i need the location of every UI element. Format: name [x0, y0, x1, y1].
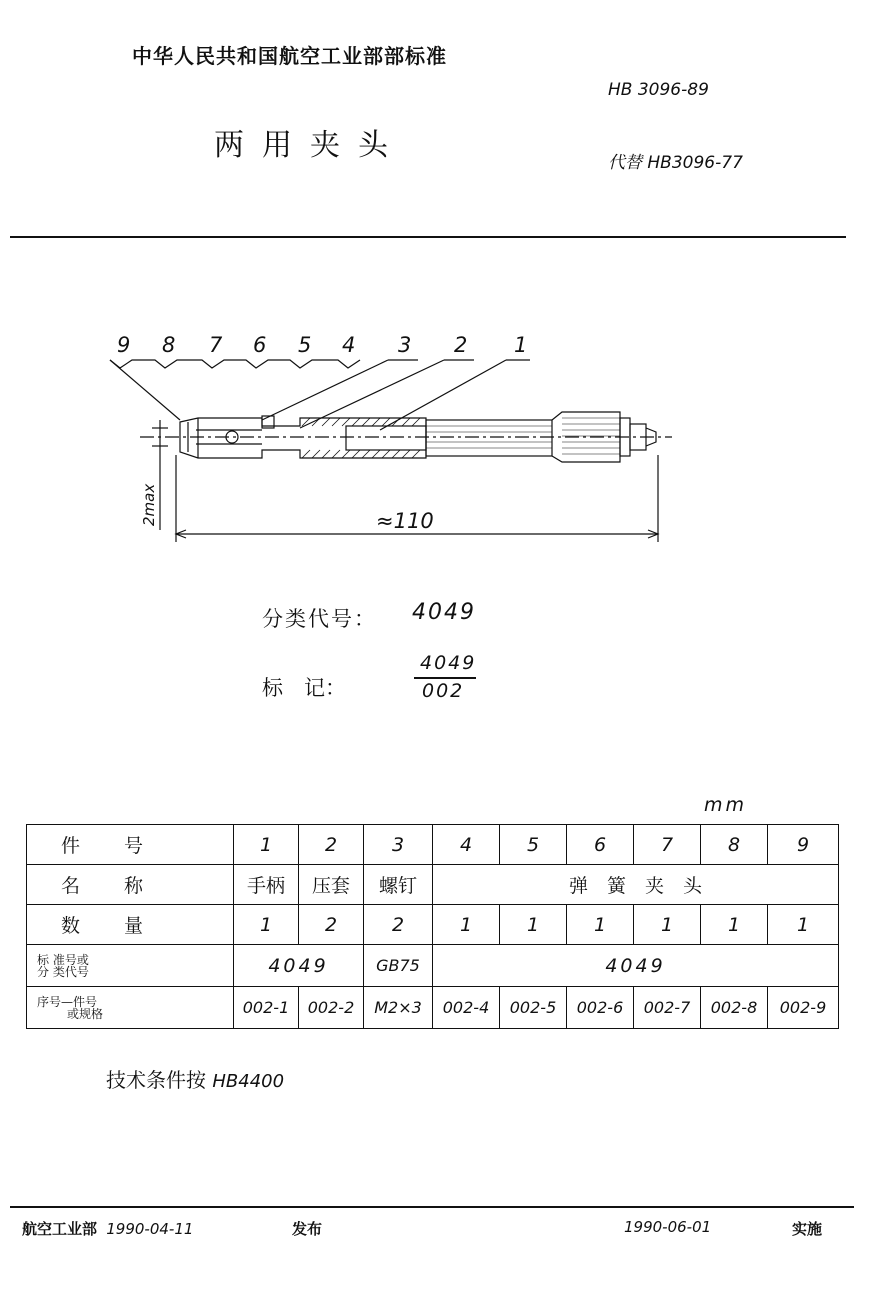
- publisher: 航空工业部: [22, 1220, 98, 1238]
- table-row-name: [27, 865, 839, 905]
- table-cell: 5: [500, 825, 567, 865]
- row-header-serial-line2: 或规格: [67, 1006, 104, 1021]
- table-cell: 2: [299, 825, 364, 865]
- table-cell: 螺钉: [364, 865, 433, 905]
- part-label-8: 8: [162, 333, 176, 357]
- table-unit: mm: [704, 794, 748, 816]
- effective-label: 实施: [792, 1220, 823, 1238]
- table-row-spec: [27, 987, 839, 1029]
- document-title: 两用夹头: [214, 128, 406, 163]
- row-header-name: 名 称: [27, 865, 234, 905]
- table-cell: 9: [768, 825, 839, 865]
- table-cell: 002-2: [299, 987, 364, 1029]
- table-cell: 压套: [299, 865, 364, 905]
- table-cell: 002-4: [433, 987, 500, 1029]
- replaces-standard: 代替 HB3096-77: [608, 153, 743, 173]
- table-cell: 2: [364, 905, 433, 945]
- table-cell: 4: [433, 825, 500, 865]
- table-cell: 1: [500, 905, 567, 945]
- table-cell: 6: [567, 825, 634, 865]
- classification-value: 4049: [412, 600, 476, 625]
- table-cell: 手柄: [234, 865, 299, 905]
- part-label-5: 5: [298, 333, 312, 357]
- table-cell: 4049: [234, 945, 364, 987]
- parts-table: [26, 824, 839, 1029]
- table-cell: 1: [234, 905, 299, 945]
- row-header-standard: [27, 945, 234, 987]
- table-cell: 1: [701, 905, 768, 945]
- classification-label: 分类代号：: [262, 607, 377, 631]
- table-cell: 002-9: [768, 987, 839, 1029]
- table-cell: 1: [567, 905, 634, 945]
- table-cell: M2×3: [364, 987, 433, 1029]
- row-header-serial: [27, 987, 234, 1029]
- table-cell: 弹 簧 夹 头: [433, 865, 839, 905]
- table-cell: 1: [634, 905, 701, 945]
- row-header-part-number: 件 号: [27, 825, 234, 865]
- table-cell: 1: [433, 905, 500, 945]
- part-label-1: 1: [514, 333, 528, 357]
- row-header-standard-line2: 分 类代号: [37, 964, 89, 979]
- table-cell: 1: [234, 825, 299, 865]
- table-cell: 4049: [433, 945, 839, 987]
- part-label-6: 6: [253, 333, 267, 357]
- row-header-serial-line1: 序号—件号: [37, 994, 98, 1009]
- effective-date: 1990-06-01: [624, 1218, 712, 1236]
- part-label-7: 7: [209, 333, 223, 357]
- marking-denominator: 002: [422, 680, 465, 702]
- footer-divider: [10, 1206, 854, 1208]
- side-dimension: 2max: [140, 483, 158, 526]
- row-header-standard-line1: 标 准号或: [37, 952, 89, 967]
- table-row-quantity: [27, 905, 839, 945]
- table-cell: 7: [634, 825, 701, 865]
- table-row-standard: [27, 945, 839, 987]
- technical-conditions-code: HB4400: [212, 1071, 285, 1092]
- technical-conditions-text: 技术条件按: [106, 1068, 206, 1092]
- part-drawing: [0, 320, 874, 550]
- length-dimension: ≈110: [376, 509, 434, 533]
- part-label-4: 4: [342, 333, 356, 357]
- table-cell: GB75: [364, 945, 433, 987]
- part-label-3: 3: [398, 333, 412, 357]
- table-cell: 1: [768, 905, 839, 945]
- marking-numerator: 4049: [420, 652, 477, 674]
- table-cell: 002-1: [234, 987, 299, 1029]
- issue-date: 1990-04-11: [106, 1220, 194, 1238]
- table-cell: 002-6: [567, 987, 634, 1029]
- standard-number: HB 3096-89: [608, 80, 709, 100]
- part-label-2: 2: [454, 333, 468, 357]
- issue-label: 发布: [292, 1220, 323, 1238]
- row-header-quantity: 数 量: [27, 905, 234, 945]
- table-cell: 2: [299, 905, 364, 945]
- issuing-organization: 中华人民共和国航空工业部部标准: [132, 44, 447, 68]
- header-divider: [10, 236, 846, 238]
- technical-conditions: [106, 1064, 284, 1093]
- table-row-part-number: [27, 825, 839, 865]
- marking-label: 标 记：: [262, 676, 346, 700]
- publisher-block: [22, 1218, 193, 1239]
- marking-fraction-bar: [414, 677, 476, 679]
- table-cell: 8: [701, 825, 768, 865]
- table-cell: 002-8: [701, 987, 768, 1029]
- table-cell: 002-5: [500, 987, 567, 1029]
- part-label-9: 9: [117, 333, 131, 357]
- table-cell: 002-7: [634, 987, 701, 1029]
- table-cell: 3: [364, 825, 433, 865]
